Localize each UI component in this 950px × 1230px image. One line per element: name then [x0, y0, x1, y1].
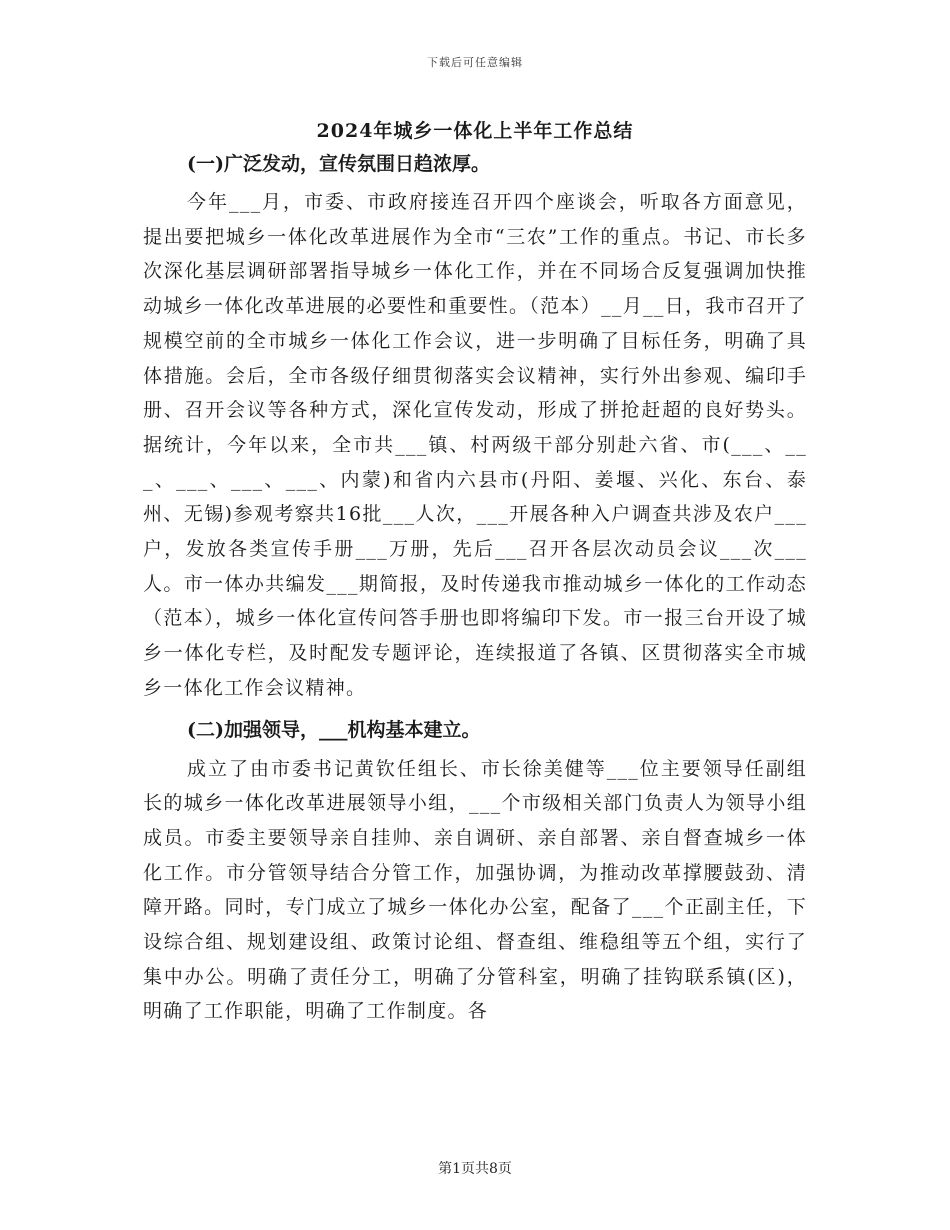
page-footer: 第1页共8页 [438, 1161, 512, 1177]
section-heading-2: (二)加强领导，___机构基本建立。 [187, 718, 481, 741]
section-heading-1: (一)广泛发动，宣传氛围日趋浓厚。 [187, 153, 490, 175]
section-paragraph-1: 今年___月，市委、市政府接连召开四个座谈会，听取各方面意见，提出要把城乡一体化改革进展作为全市“三农”工作的重点。书记、市长多次深化基层调研部署指导城乡一体化工作，并在不同场合反复强调加快推动城乡一体化改革进展的必要性和重要性。（范本）__月__日，我市召开了规模空前的全市城乡一体化工作会议，进一步明确了目标任务，明确了具体措施。会后，全市各级仔细贯彻落实会议精神，实行外出参观、编印手册、召开会议等各种方式，深化宣传发动，形成了拼抢赶超的良好势头。据统计，今年以来，全市共___镇、村两级干部分别赴六省、市(___、___、___、___、___、内蒙)和省内六县市(丹阳、姜堰、兴化、东台、泰州、无锡)参观考察共16批___人次，___开展各种入户调查共涉及农户___户，发放各类宣传手册___万册，先后___召开各层次动员会议___次___人。市一体办共编发___期简报，及时传递我市推动城乡一体化的工作动态（范本），城乡一体化宣传问答手册也即将编印下发。市一报三台开设了城乡一体化专栏，及时配发专题评论，连续报道了各镇、区贯彻落实全市城乡一体化工作会议精神。 [143, 191, 807, 699]
document-title: 2024年城乡一体化上半年工作总结 [316, 120, 634, 142]
document-body [143, 148, 807, 1029]
header-note: 下载后可任意编辑 [427, 56, 523, 69]
section-paragraph-2: 成立了由市委书记黄钦任组长、市长徐美健等___位主要领导任副组长的城乡一体化改革进展领导小组，___个市级相关部门负责人为领导小组成员。市委主要领导亲自挂帅、亲自调研、亲自部署、亲自督查城乡一体化工作。市分管领导结合分管工作，加强协调，为推动改革撑腰鼓劲、清障开路。同时，专门成立了城乡一体化办公室，配备了___个正副主任，下设综合组、规划建设组、政策讨论组、督查组、维稳组等五个组，实行了集中办公。明确了责任分工，明确了分管科室，明确了挂钩联系镇(区)，明确了工作职能，明确了工作制度。各 [143, 757, 807, 1023]
